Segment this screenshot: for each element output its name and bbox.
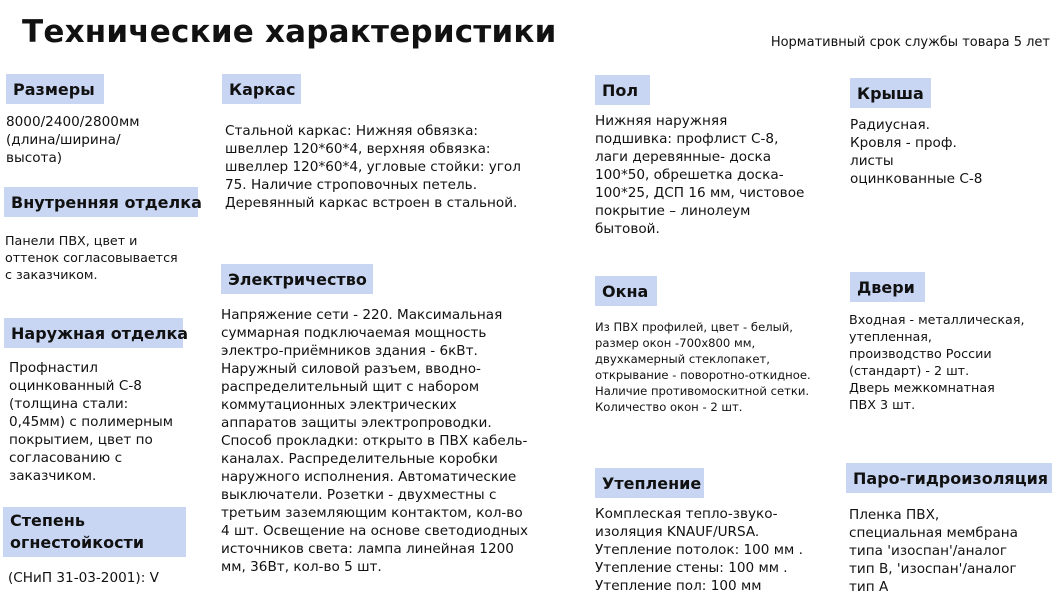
windows-text: Из ПВХ профилей, цвет - белый, размер окон -700х800 мм, двухкамерный стеклопакет, открывание - поворотно-откидное. Наличие противомоскитной сетки. Количество окон - 2 шт. — [595, 320, 811, 414]
floor-heading: Пол — [595, 75, 650, 105]
fire-heading: Степень огнестойкости — [3, 507, 186, 557]
roof-heading: Крыша — [850, 78, 931, 108]
page-title: Технические характеристики — [22, 14, 557, 50]
interior-heading: Внутренняя отделка — [4, 187, 198, 217]
fire-text: (СНиП 31-03-2001): V — [8, 570, 159, 586]
insulation-text: Комплеская тепло-звуко- изоляция KNAUF/URSA. Утепление потолок: 100 мм . Утепление стены: 100 мм . Утепление пол: 100 мм — [595, 506, 803, 594]
doors-text: Входная - металлическая, утепленная, производство России (стандарт) - 2 шт. Дверь межкомнатная ПВХ 3 шт. — [849, 312, 1025, 412]
vapor-text: Пленка ПВХ, специальная мембрана типа 'изоспан'/аналог тип В, 'изоспан'/аналог тип А — [849, 507, 1018, 595]
electric-text: Напряжение сети - 220. Максимальная суммарная подключаемая мощность электро-приёмников здания - 6кВт. Наружный силовой разъем, вводно- распределительный щит с набором коммутационных электрических аппаратов защиты электропроводки. Способ прокладки: открыто в ПВХ кабель- каналах. Распределительные коробки наружного исполнения. Автоматические выключатели. Розетки - двухместны с третьим заземляющим контактом, кол-во 4 шт. Освещение на основе светодиодных источников света: лампа линейная 1200 мм, 36Вт, кол-во 5 шт. — [221, 307, 529, 575]
floor-text: Нижняя наружняя подшивка: профлист С-8, лаги деревянные- доска 100*50, обрешетка доска- 100*25, ДСП 16 мм, чистовое покрытие – линолеум бытовой. — [595, 113, 805, 237]
frame-text: Стальной каркас: Нижняя обвязка: швеллер 120*60*4, верхняя обвязка: швеллер 120*60*4, угловые стойки: угол 75. Наличие строповочных петель. Деревянный каркас встроен в стальной. — [225, 123, 521, 211]
doors-heading: Двери — [850, 272, 925, 302]
service-life-note: Нормативный срок службы товара 5 лет — [770, 35, 1050, 50]
vapor-heading: Паро-гидроизоляция — [846, 463, 1052, 493]
interior-text: Панели ПВХ, цвет и оттенок согласовывается с заказчиком. — [5, 233, 178, 282]
sizes-heading: Размеры — [6, 74, 104, 104]
sizes-text: 8000/2400/2800мм (длина/ширина/ высота) — [6, 114, 140, 166]
electric-heading: Электричество — [221, 264, 373, 294]
frame-heading: Каркас — [222, 74, 301, 104]
exterior-heading: Наружная отделка — [4, 318, 183, 348]
insulation-heading: Утепление — [595, 468, 704, 498]
windows-heading: Окна — [595, 276, 657, 306]
exterior-text: Профнастил оцинкованный С-8 (толщина стали: 0,45мм) с полимерным покрытием, цвет по согласованию с заказчиком. — [9, 360, 174, 484]
roof-text: Радиусная. Кровля - проф. листы оцинкованные С-8 — [850, 117, 983, 187]
